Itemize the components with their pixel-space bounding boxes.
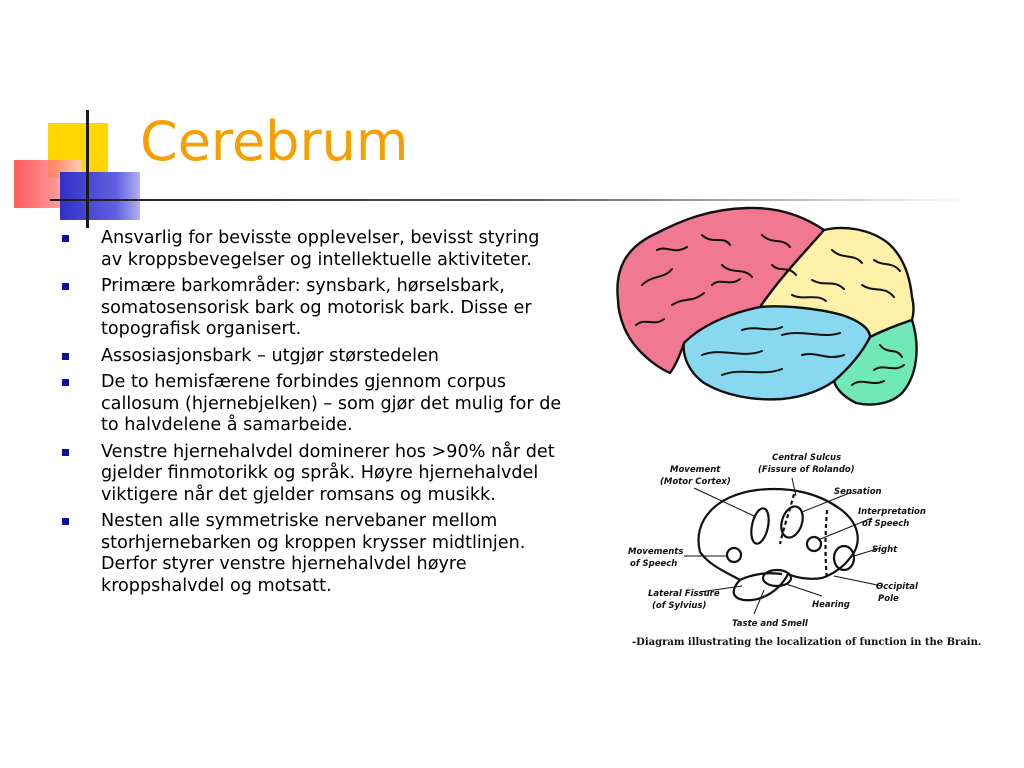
decor-blue-square (60, 172, 140, 220)
decor-vertical-line (86, 110, 89, 228)
label-of-sylvius: (of Sylvius) (652, 601, 707, 611)
bullet-item (62, 228, 562, 271)
bullet-marker (62, 353, 69, 360)
label-lateral-fissure: Lateral Fissure (648, 589, 720, 599)
label-of-speech: of Speech (862, 519, 910, 529)
slide-title: Cerebrum (140, 110, 409, 173)
brain-illustration (612, 205, 928, 410)
speech-motor-region (727, 548, 741, 562)
bullet-item (62, 346, 562, 368)
label-occipital: Occipital (876, 582, 918, 592)
bullet-marker (62, 283, 69, 290)
brain-outline (699, 489, 858, 600)
bullet-item (62, 372, 562, 437)
bullet-marker (62, 449, 69, 456)
bullet-text: Venstre hjernehalvdel dominerer hos >90% når det gjelder finmotorikk og språk. Høyre hjernehalvdel viktigere når det gjelder romsans og musikk. (101, 441, 555, 505)
diagram-caption: -Diagram illustrating the localization of function in the Brain. (632, 637, 982, 648)
bullet-text: De to hemisfærene forbindes gjennom corpus callosum (hjernebjelken) – som gjør det mulig for de to halvdelene å samarbeide. (101, 372, 562, 435)
label-fissure-rolando: (Fissure of Rolando) (758, 465, 855, 475)
label-movement: Movement (670, 465, 721, 475)
bullet-text: Primære barkområder: synsbark, hørselsbark, somatosensorisk bark og motorisk bark. Disse er topografisk organisert. (101, 276, 532, 339)
motor-region (748, 507, 771, 546)
label-movements: Movements (628, 547, 684, 557)
function-localization-diagram (622, 440, 992, 665)
lateral-fissure-line (740, 573, 782, 580)
label-motor-cortex: (Motor Cortex) (660, 477, 731, 487)
bullet-item (62, 442, 562, 507)
bullet-marker (62, 235, 69, 242)
bullet-text: Assosiasjonsbark – utgjør størstedelen (101, 345, 439, 366)
label-taste-smell: Taste and Smell (732, 619, 808, 629)
label-sensation: Sensation (834, 487, 882, 497)
bullet-text: Nesten alle symmetriske nervebaner mellom storhjernebarken og kroppen krysser midtlinjen. Derfor styrer venstre hjernehalvdel høyre kroppshalvdel og motsatt. (101, 511, 526, 596)
label-hearing: Hearing (812, 600, 850, 610)
bullet-item (62, 511, 562, 597)
label-interpretation: Interpretation (858, 507, 926, 517)
label-pole: Pole (878, 594, 899, 604)
label-sight: Sight (872, 545, 898, 555)
bullet-marker (62, 379, 69, 386)
label-of-speech-2: of Speech (630, 559, 678, 569)
label-central-sulcus: Central Sulcus (772, 453, 842, 463)
bullet-list (62, 228, 562, 602)
bullet-item (62, 276, 562, 341)
bullet-marker (62, 518, 69, 525)
occipital-divider (826, 510, 828, 580)
bullet-text: Ansvarlig for bevisste opplevelser, bevisst styring av kroppsbevegelser og intellektuelle aktiviteter. (101, 228, 540, 270)
title-underline (50, 199, 970, 201)
